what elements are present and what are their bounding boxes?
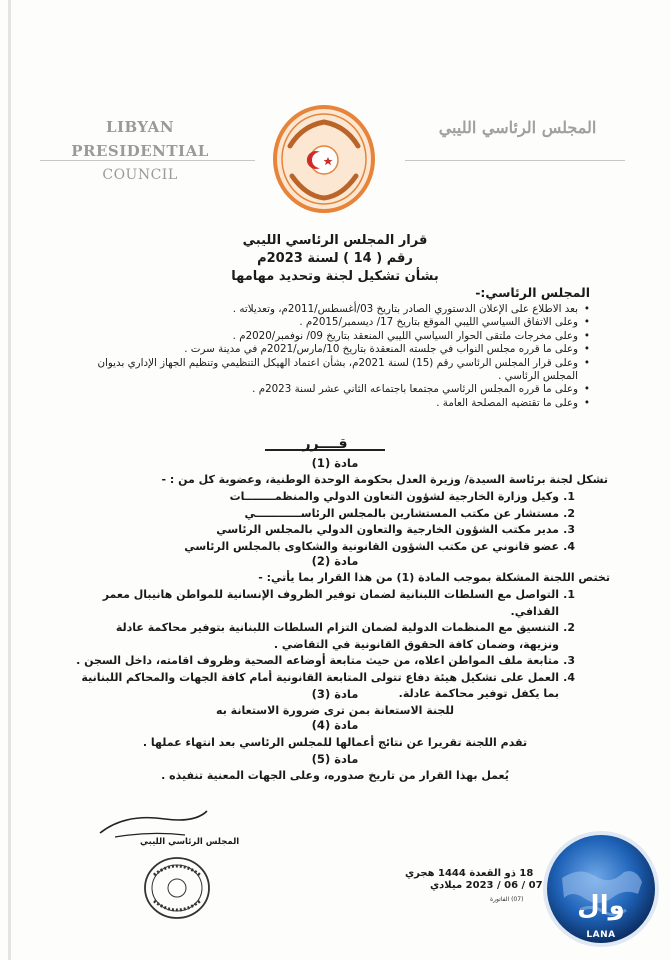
date-gregorian: 07 / 06 / 2023 ميلادي: [430, 880, 543, 891]
task-text: متابعة ملف المواطن اعلاه، من حيث متابعة أوضاعه الصحية وظروف اقامته، داخل السجن .: [76, 654, 559, 667]
article2-intro: تختص اللجنة المشكلة بموجب المادة (1) من هذا القرار بما يأتي: -: [258, 571, 610, 584]
preamble-item: • وعلى ما قرره مجلس النواب في جلسته المنعقدة بتاريخ 10/مارس/2021م في مدينة سرت .: [70, 343, 590, 356]
article4-text: تقدم اللجنة تقريرا عن نتائج أعمالها للمجلس الرئاسي بعد انتهاء عملها .: [142, 736, 528, 749]
logo-arabic: وال: [577, 891, 625, 921]
letterhead-arabic: المجلس الرئاسي الليبي: [438, 118, 597, 137]
member-text: وكيل وزارة الخارجية لشؤون التعاون الدولي والمنظمــــــــات: [229, 490, 559, 503]
title-line2: رقم ( 14 ) لسنة 2023م: [257, 251, 413, 266]
member-num: 1.: [563, 490, 575, 503]
article5-text: يُعمل بهذا القرار من تاريخ صدوره، وعلى الجهات المعنية تنفيذه .: [161, 769, 509, 782]
article1-members: [95, 489, 575, 555]
task-item: [75, 587, 575, 620]
member-num: 3.: [563, 523, 575, 536]
decision-title: [160, 232, 510, 286]
task-text: التنسيق مع المنظمات الدولية لضمان التزام السلطات اللبنانية بتوفير محاكمة عادلة ونزيهة، وضمان كافة الحقوق القانونية في التقاضي .: [115, 621, 559, 651]
letterhead-english-line2: COUNCIL: [102, 167, 178, 183]
task-num: 3.: [563, 654, 575, 667]
member-item: [95, 539, 575, 556]
letterhead-english-line1: LIBYAN PRESIDENTIAL: [71, 118, 209, 160]
member-text: مستشار عن مكتب المستشارين بالمجلس الرئاســــــــــــي: [244, 506, 559, 520]
task-item: [75, 653, 575, 670]
article1-heading: مادة (1): [311, 456, 359, 470]
task-num: 4.: [563, 670, 575, 684]
decree-heading: [235, 436, 415, 451]
member-item: [95, 489, 575, 506]
title-line3: بشأن تشكيل لجنة وتحديد مهامها: [231, 269, 439, 284]
member-num: 2.: [563, 506, 575, 520]
article4-heading: مادة (4): [311, 718, 359, 732]
article2-heading: مادة (2): [311, 554, 359, 568]
preamble-item: • وعلى قرار المجلس الرئاسي رقم (15) لسنة 2021م، بشأن اعتماد الهيكل التنظيمي وتنظيم الجهاز الإداري بديوان المجلس الرئاسي .: [70, 357, 590, 384]
member-item: [95, 506, 575, 523]
article2-tasks: [75, 587, 575, 703]
title-line1: قرار المجلس الرئاسي الليبي: [242, 233, 428, 248]
signature-label: المجلس الرئاسي الليبي: [140, 837, 240, 847]
official-stamp-icon: [142, 855, 212, 921]
preamble-item: • وعلى ما تقتضيه المصلحة العامة .: [70, 397, 590, 410]
date-hijri: 18 ذو القعدة 1444 هجري: [405, 868, 534, 879]
preamble-list: [70, 303, 590, 410]
page-edge: [8, 0, 11, 960]
article5-heading: مادة (5): [311, 752, 359, 766]
task-num: 2.: [563, 621, 575, 634]
letterhead-rule-left: [40, 160, 255, 161]
member-text: عضو قانوني عن مكتب الشؤون القانونية والشكاوى بالمجلس الرئاسي: [184, 539, 559, 553]
council-emblem-icon: [272, 104, 376, 214]
article1-intro: تشكل لجنة برئاسة السيدة/ وزيرة العدل بحكومة الوحدة الوطنية، وعضوية كل من : -: [161, 473, 608, 486]
date-footnote: (07) الفاتورة: [490, 896, 524, 903]
member-item: [95, 522, 575, 539]
council-label: المجلس الرئاسي:-: [475, 285, 590, 300]
logo-latin: LANA: [586, 930, 616, 940]
preamble-item: • بعد الاطلاع على الإعلان الدستوري الصادر بتاريخ 03/أغسطس/2011م، وتعديلاته .: [70, 303, 590, 316]
task-item: [75, 620, 575, 653]
member-num: 4.: [563, 539, 575, 553]
preamble-item: • وعلى الاتفاق السياسي الليبي الموقع بتاريخ 17/ ديسمبر/2015م .: [70, 316, 590, 329]
article3-heading: مادة (3): [311, 687, 359, 701]
task-num: 1.: [563, 588, 575, 601]
decree-word: قــــرر: [302, 436, 348, 452]
member-text: مدير مكتب الشؤون الخارجية والتعاون الدولي بالمجلس الرئاسي: [216, 523, 559, 536]
letterhead-english: [40, 115, 240, 187]
task-text: التواصل مع السلطات اللبنانية لضمان توفير الظروف الإنسانية للمواطن هانيبال معمر القذافي.: [102, 588, 559, 618]
task-text: العمل على تشكيل هيئة دفاع تتولى المتابعة القانونية أمام كافة الجهات والمحاكم اللبنانية بما يكفل توفير محاكمة عادلة.: [81, 670, 559, 700]
letterhead-rule-right: [405, 160, 625, 161]
article3-text: للجنة الاستعانة بمن ترى ضرورة الاستعانة به: [216, 704, 454, 717]
preamble-item: • وعلى مخرجات ملتقى الحوار السياسي الليبي المنعقد بتاريخ 09/ نوفمبر/2020م .: [70, 330, 590, 343]
preamble-item: • وعلى ما قرره المجلس الرئاسي مجتمعا باجتماعه الثاني عشر لسنة 2023م .: [70, 383, 590, 396]
